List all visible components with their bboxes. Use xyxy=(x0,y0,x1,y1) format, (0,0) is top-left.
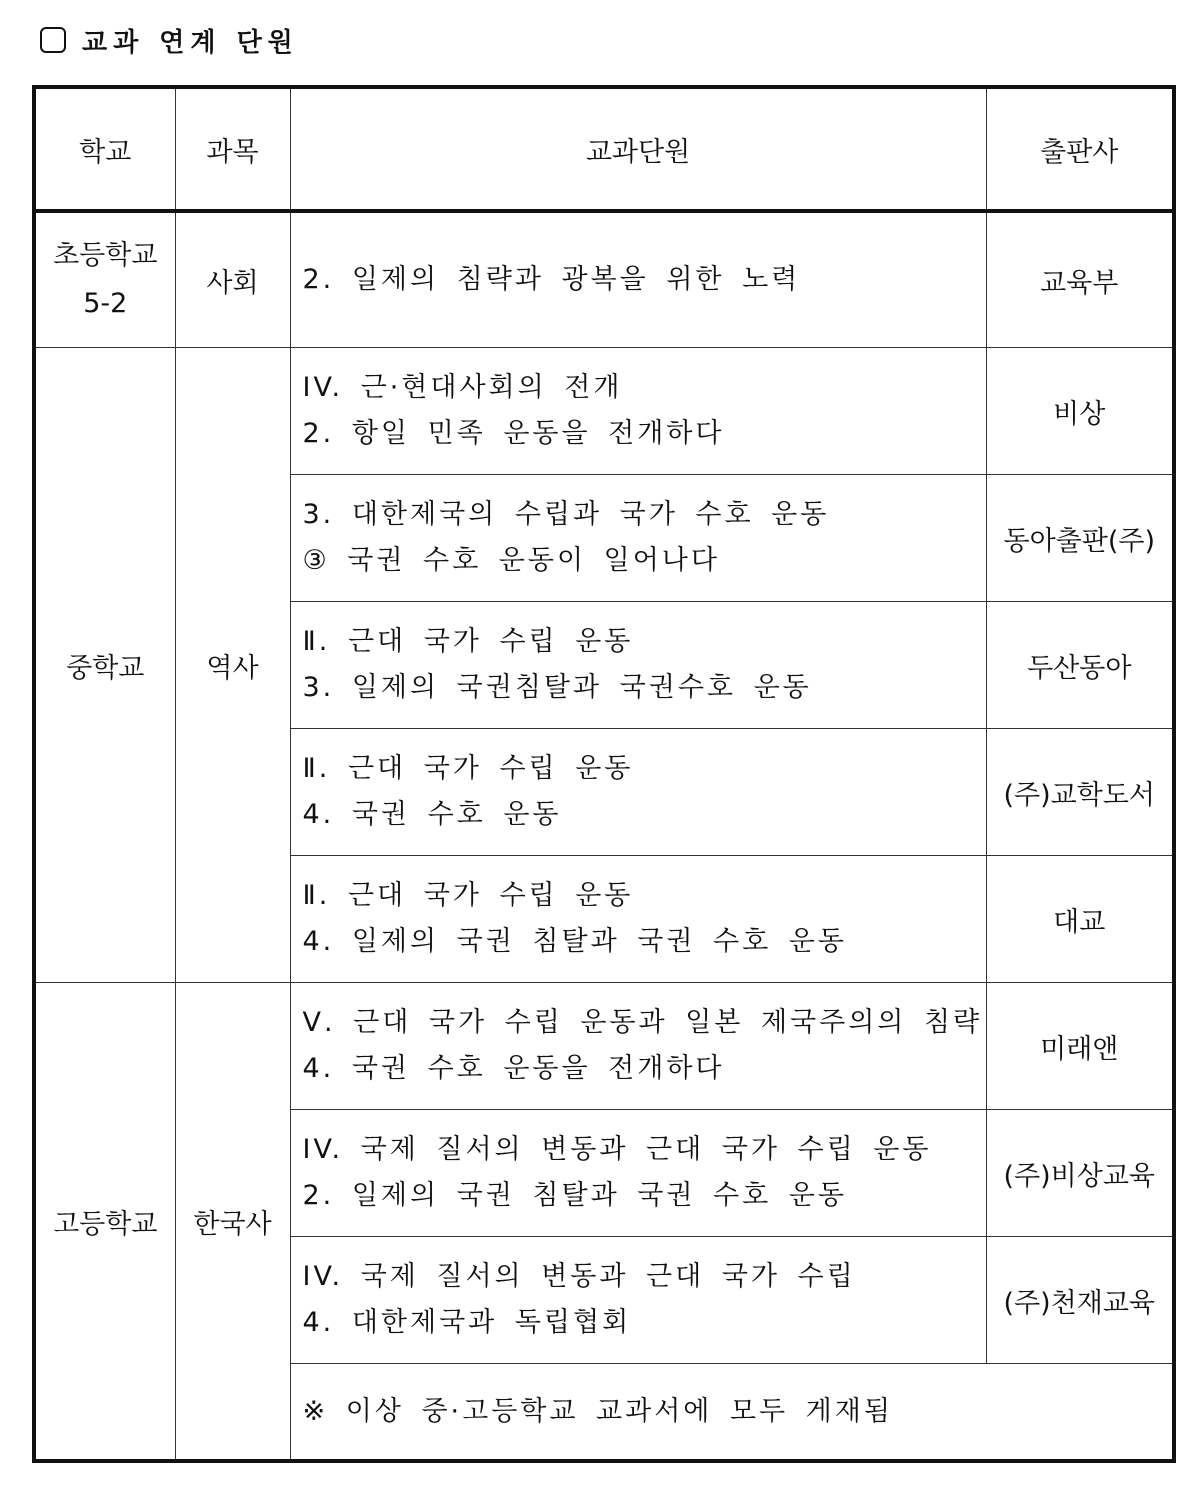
unit-line-1: Ⅱ. 근대 국가 수립 운동 xyxy=(302,753,634,784)
table-row xyxy=(34,211,1174,348)
unit-line-1: Ⅱ. 근대 국가 수립 운동 xyxy=(302,880,634,911)
unit-cell xyxy=(290,348,986,475)
table-row xyxy=(34,983,1174,1110)
subject-cell: 사회 xyxy=(175,211,290,348)
unit-cell xyxy=(290,856,986,983)
unit-line-2: 2. 항일 민족 운동을 전개하다 xyxy=(302,418,725,449)
unit-line-1: Ⅴ. 근대 국가 수립 운동과 일본 제국주의의 침략 xyxy=(302,1007,983,1038)
unit-cell xyxy=(290,602,986,729)
note-cell: ※ 이상 중·고등학교 교과서에 모두 게재됨 xyxy=(290,1364,1174,1462)
unit-cell: 2. 일제의 침략과 광복을 위한 노력 xyxy=(290,211,986,348)
curriculum-units-table xyxy=(32,85,1176,1463)
unit-line-1: IV. 국제 질서의 변동과 근대 국가 수립 xyxy=(302,1261,856,1292)
school-cell: 고등학교 xyxy=(34,983,175,1462)
unit-cell xyxy=(290,729,986,856)
header-subject: 과목 xyxy=(175,87,290,211)
school-cell: 중학교 xyxy=(34,348,175,983)
unit-line-1: 3. 대한제국의 수립과 국가 수호 운동 xyxy=(302,499,830,530)
unit-line-2: 4. 일제의 국권 침탈과 국권 수호 운동 xyxy=(302,926,847,957)
heading-title: 교과 연계 단원 xyxy=(82,27,299,58)
header-row xyxy=(34,87,1174,211)
header-school: 학교 xyxy=(34,87,175,211)
unit-line-2: 4. 국권 수호 운동을 전개하다 xyxy=(302,1053,725,1084)
unit-line-1: IV. 국제 질서의 변동과 근대 국가 수립 운동 xyxy=(302,1134,932,1165)
header-publisher: 출판사 xyxy=(986,87,1174,211)
unit-line-1: IV. 근·현대사회의 전개 xyxy=(302,372,623,403)
publisher-cell: (주)교학도서 xyxy=(986,729,1174,856)
publisher-cell: 두산동아 xyxy=(986,602,1174,729)
school-name: 초등학교 xyxy=(53,240,158,271)
checkbox-icon[interactable] xyxy=(40,27,66,53)
unit-line-2: 3. 일제의 국권침탈과 국권수호 운동 xyxy=(302,672,812,703)
school-grade: 5-2 xyxy=(83,288,128,319)
publisher-cell: 교육부 xyxy=(986,211,1174,348)
publisher-cell: (주)비상교육 xyxy=(986,1110,1174,1237)
unit-line-2: 2. 일제의 국권 침탈과 국권 수호 운동 xyxy=(302,1180,847,1211)
subject-cell: 한국사 xyxy=(175,983,290,1462)
unit-cell xyxy=(290,475,986,602)
header-unit: 교과단원 xyxy=(290,87,986,211)
unit-line-2: 4. 대한제국과 독립협회 xyxy=(302,1307,632,1338)
publisher-cell: 비상 xyxy=(986,348,1174,475)
school-cell xyxy=(34,211,175,348)
unit-line-2: 4. 국권 수호 운동 xyxy=(302,799,562,830)
unit-cell xyxy=(290,983,986,1110)
table-row xyxy=(34,348,1174,475)
unit-cell xyxy=(290,1237,986,1364)
unit-cell xyxy=(290,1110,986,1237)
unit-line-2: ③ 국권 수호 운동이 일어나다 xyxy=(302,545,720,576)
publisher-cell: 동아출판(주) xyxy=(986,475,1174,602)
publisher-cell: 대교 xyxy=(986,856,1174,983)
publisher-cell: 미래앤 xyxy=(986,983,1174,1110)
publisher-cell: (주)천재교육 xyxy=(986,1237,1174,1364)
subject-cell: 역사 xyxy=(175,348,290,983)
unit-line-1: Ⅱ. 근대 국가 수립 운동 xyxy=(302,626,634,657)
section-heading xyxy=(40,22,299,58)
